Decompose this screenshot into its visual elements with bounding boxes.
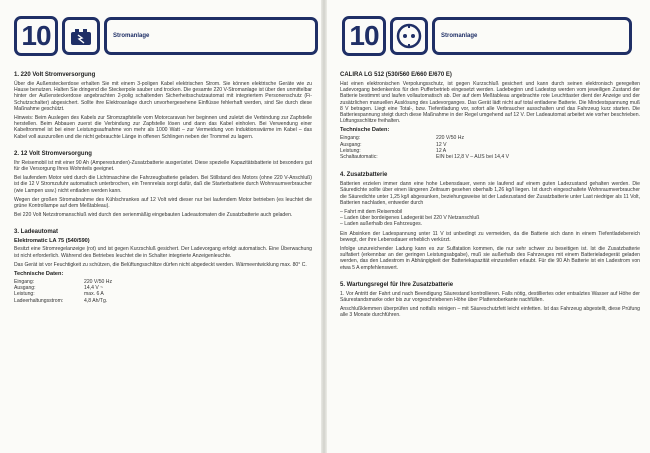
spec-table	[340, 135, 640, 160]
section-heading-220v: 1. 220 Volt Stromversorgung	[14, 72, 96, 78]
spec-key: Ausgang:	[340, 141, 362, 148]
spec-value: 220 V/50 Hz	[436, 135, 465, 142]
spec-key: Schaltautomatic:	[340, 154, 378, 161]
right-page-content	[340, 68, 640, 322]
paragraph: Das Gerät ist vor Feuchtigkeit zu schützen, die Belüftungsschlitze dürfen nicht abgedeckt werden. Wärmeentwicklung max. 80° C.	[14, 261, 307, 268]
left-page	[0, 0, 322, 453]
spec-heading: Technische Daten:	[14, 271, 64, 278]
spec-key: Leistung:	[340, 147, 361, 154]
spec-value: EIN bei 12,8 V – AUS bei 14,4 V	[436, 154, 510, 161]
paragraph: Anschlußklemmen überprüfen und notfalls reinigen – mit Säureschutzfett leicht einfetten. Ist das Fahrzeug abgestellt, diese Prüfung alle 3 Monate durchführen.	[340, 306, 640, 319]
list-item: – Laden außerhalb des Fahrzeuges.	[340, 221, 423, 228]
paragraph: Infolge unzureichender Ladung kann es zur Sulfatation kommen, die nur sehr schwer zu beseitigen ist. Ist die Zusatzbatterie sulfatiert (erkennbar an der geringen Leistungsabgabe), muß sie außerhalb des Fahrzeuges mit einem Batterieladegerät geladen werden, das den Ladestrom in Abhängigkeit der Batteriekapazität einzustellen erlaubt. Für die 90 Ah Batterie ist ein Ladestrom von etwa 5 A empfehlenswert.	[340, 246, 640, 271]
paragraph: Ein Absinken der Ladespannung unter 11 V ist unbedingt zu vermeiden, da die Batterie sich dann in einem Tiefentladebereich bewegt, der ihre Lebensdauer erheblich verkürzt.	[340, 230, 640, 243]
chapter-title: Stromanlage	[104, 17, 318, 55]
right-page	[326, 0, 650, 453]
spec-value: max. 6 A	[84, 291, 104, 298]
spec-key: Ausgang:	[14, 285, 36, 292]
list-item: – Laden über bordeigenes Ladegerät bei 220 V Netzanschluß	[340, 215, 480, 222]
chapter-number: 10	[342, 16, 386, 56]
spec-value: 220 V/50 Hz	[84, 279, 113, 286]
spec-key: Leistung:	[14, 291, 35, 298]
paragraph: Wegen der großen Stromabnahme des Kühlschrankes auf 12 Volt wird dieser nur bei laufendem Motor betrieben (es leuchtet die grüne Kontrollampe auf dem Meßtableau).	[14, 196, 312, 210]
spec-key: Eingang:	[340, 135, 361, 142]
section-heading-calira: CALIRA LG 512 (530/560 E/660 E/670 E)	[340, 72, 452, 78]
paragraph: 1. Vor Antritt der Fahrt und nach Beendigung Säurestand kontrollieren. Falls nötig, destilliertes oder entsalztes Wasser auf Höhe der Säurestandsmarke oder bis zur vorgeschriebenen Höhe über Plattenoberkante nachfüllen.	[340, 290, 640, 304]
paragraph: Hinweis: Beim Auslegen des Kabels zur Stromzapfstelle vom Motorcaravan her beginnen und zuletzt die Verbindung zur Zapfstelle herstellen. Beim Abbauen zuerst die Verbindung zur Zapfstelle lösen und dann das Kabel einholen. Bei Verwendung einer Kabeltrommel ist bei einer Leistungsaufnahme von mehr als 1000 Watt – zur Vermeidung von Induktionswärme im Kabel – das Kabel voll auszurollen und die nicht gebrauchte Länge in offenen Schlingen neben der Trommel zu lagern.	[14, 115, 312, 140]
chapter-title: Stromanlage	[432, 17, 632, 55]
spec-value: 12 A	[436, 147, 447, 154]
subheading-model: Elektromatic LA 75 (540/590)	[14, 238, 90, 245]
spec-heading: Technische Daten:	[340, 127, 390, 134]
chapter-number: 10	[14, 16, 58, 56]
section-heading-zusatzbatterie: 4. Zusatzbatterie	[340, 172, 388, 179]
spec-value: 12 V	[436, 141, 447, 148]
power-outlet-icon	[390, 17, 428, 55]
paragraph: Besitzt eine Stromregelanzeige (rot) und ist gegen Kurzschluß gesichert. Der Ladevorgang erfolgt automatisch. Eine Überwachung ist nicht erforderlich. Während des Betriebes leuchtet die in Schalter integrierte Anzeigenleuchte.	[14, 246, 312, 259]
section-heading-wartung: 5. Wartungsregel für Ihre Zusatzbatterie	[340, 281, 454, 288]
paragraph: Batterien erzielen immer dann eine hohe Lebensdauer, wenn sie laufend auf einem guten Ladezustand gehalten werden. Die Säuredichte sollte über einen längeren Zeitraum gesehen oberhalb 1,26 kg/l liegen. Ist durch eingeschaltete Wohnraumverbraucher die Säuredichte unter 1,25 kg/l abgesunken, beziehungsweise ist der Ladezustand der Zusatzbatterie unter Last niedriger als 11 Volt, Batterien nachladen, entweder durch	[340, 181, 640, 206]
right-page-header	[342, 14, 632, 58]
left-page-content	[14, 68, 312, 308]
left-page-header	[14, 14, 318, 58]
spec-table	[14, 279, 312, 304]
paragraph: Hat einen elektronischen Verpolungsschutz, ist gegen Kurzschluß gesichert und kann durch seinen elektronisch geregelten Ladevorgang bedenkenlos für den Pufferbetrieb eingesetzt werden. Ladebeginn und Ladestop werden vom jeweiligen Zustand der Batterie bestimmt und laufen vollautomatisch ab. Der auf dem Meßtableau angebrachte rote Leuchttaster dient der Anzeige und der zusätzlichen manuellen Auslösung des Ladevorganges. Das Gerät lädt nicht auf total entladene Batterie. Die Mindestspannung muß 8 V betragen. Liegt eine Total-, bzw. Tiefentladung vor, sofort alle Verbraucher ausschalten und das Fahrzeug kurz starten. Die Batteriespannung steigt durch diese Maßnahme in der Regel umgehend auf 12 V. Der Ladeautomat arbeitet wie vorher beschrieben. Lüftungsschlitze freihalten.	[340, 81, 640, 125]
section-heading-ladeautomat: 3. Ladeautomat	[14, 229, 59, 236]
spec-key: Eingang:	[14, 279, 35, 286]
paragraph: Ihr Reisemobil ist mit einer 90 Ah (Amperestunden)-Zusatzbatterie ausgerüstet. Diese spezielle Kapazitätsbatterie ist besonders gut für die Versorgung Ihres Wohnteils geeignet.	[14, 159, 312, 173]
battery-plug-icon	[62, 17, 100, 55]
charging-options-list	[340, 209, 640, 228]
paragraph: Über die Außensteckerdose erhalten Sie mit einem 3-poligen Kabel elektrischen Strom. Sie können elektrische Geräte wie zu Hause benutzen. Halten Sie dringend die Steckerpole sauber und trocken. Die gesamte 220 V-Stromanlage ist über den unmittelbar hinter der Außensteckerdose angebrachten 2-polig schaltenden Sicherheitsschutzautomat mit integriertem Personenschutz (Fi-Schutzschalter) abgesichert. Sollte ihre Elektroanlage durch unvorhergesehene Einflüsse fehlerhaft werden, sind Sie durch diese Maßnahme geschützt.	[14, 81, 312, 112]
spec-value: 4,8 Ah/Tg.	[84, 297, 108, 304]
list-item: – Fahrt mit dem Reisemobil	[340, 209, 403, 216]
spec-key: Ladeerhaltungsstrom:	[14, 297, 64, 304]
paragraph: Bei 220 Volt Netzstromanschluß wird durch den serienmäßig eingebauten Ladeautomaten die Zusatzbatterie auch geladen.	[14, 212, 293, 219]
spec-value: 14,4 V ~	[84, 285, 104, 292]
paragraph: Bei laufendem Motor wird durch die Lichtmaschine die Fahrzeugbatterie geladen. Bei Stillstand des Motors (ohne 220 V-Anschluß) ist die 12 V Stromzufuhr automatisch unterbrochen, ein Trennrelais sorgt dafür, daß die Starterbatterie durch Wohnraumverbraucher (wie Lampen usw.) nicht entladen werden kann.	[14, 175, 312, 194]
section-heading-12v: 2. 12 Volt Stromversorgung	[14, 150, 92, 157]
